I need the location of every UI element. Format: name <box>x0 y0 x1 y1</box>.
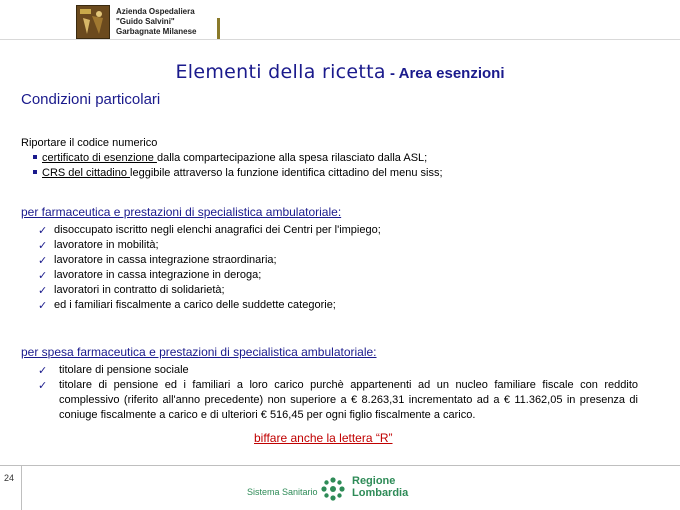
code-source-list <box>33 151 443 181</box>
list-item <box>38 223 381 238</box>
page-number: 24 <box>4 473 15 483</box>
header-accent-bar <box>217 18 220 40</box>
hospital-emblem-icon <box>76 5 110 39</box>
brand-name <box>352 475 408 499</box>
slide-title <box>0 61 680 83</box>
list-item <box>38 363 638 378</box>
check-icon: ✓ <box>38 284 48 297</box>
list-item <box>38 298 381 313</box>
header-divider <box>0 39 680 40</box>
list-item <box>38 268 381 283</box>
list-item <box>33 166 443 181</box>
check-icon: ✓ <box>38 239 48 252</box>
brand-name-line-1: Regione <box>352 475 396 487</box>
list-item-text: disoccupato iscritto negli elenchi anagrafici dei Centri per l'impiego; <box>54 224 381 236</box>
hospital-logo <box>76 5 208 39</box>
eligibility-list-2 <box>38 363 638 423</box>
list-item <box>33 151 443 166</box>
list-item-text: lavoratori in contratto di solidarietà; <box>54 284 225 296</box>
list-item <box>38 378 638 423</box>
slide-title-sub: Area esenzioni <box>398 65 505 82</box>
brand-name-line-2: Lombardia <box>352 487 409 499</box>
rosa-camuna-icon <box>320 476 346 502</box>
list-item <box>38 253 381 268</box>
list-item-text: ed i familiari fiscalmente a carico delle suddette categorie; <box>54 299 336 311</box>
slide-title-main: Elementi della ricetta <box>175 61 386 83</box>
eligibility-list-1 <box>38 223 381 313</box>
hospital-name-line-3: Garbagnate Milanese <box>116 27 197 36</box>
intro-text: Riportare il codice numerico <box>21 137 158 149</box>
list-item-text: titolare di pensione sociale <box>59 364 189 376</box>
square-bullet-icon <box>33 170 37 174</box>
hospital-name <box>116 7 196 37</box>
list-item-text: lavoratore in mobilità; <box>54 239 159 251</box>
section-heading-specialistica: per farmaceutica e prestazioni di specialistica ambulatoriale: <box>21 205 342 219</box>
list-item-text: titolare di pensione ed i familiari a loro carico purchè appartenenti ad un nucleo familiare fiscale con reddito complessivo (riferito all'anno precedente) non superiore a € 8.263,31 incrementato ad a € 11.362,05 in presenza di coniuge fiscalmente a carico e di ulteriori € 516,45 per ogni figlio fiscalmente a carico. <box>59 379 638 421</box>
slide-subtitle: Condizioni particolari <box>21 91 161 108</box>
check-icon: ✓ <box>38 379 48 392</box>
check-icon: ✓ <box>38 224 48 237</box>
check-icon: ✓ <box>38 269 48 282</box>
list-item <box>38 238 381 253</box>
bullet-underlined-text: CRS del cittadino <box>42 167 131 179</box>
hospital-name-line-1: Azienda Ospedaliera <box>116 7 195 16</box>
section-heading-farmaceutica: per spesa farmaceutica e prestazioni di specialistica ambulatoriale: <box>21 345 377 359</box>
check-icon: ✓ <box>38 364 48 377</box>
hospital-name-line-2: "Guido Salvini" <box>116 17 175 26</box>
bullet-text: leggibile attraverso la funzione identifica cittadino del menu siss; <box>130 167 443 179</box>
footnote-instruction: biffare anche la lettera “R” <box>254 431 393 445</box>
footer-divider <box>0 465 680 466</box>
slide-title-separator: - <box>385 65 399 82</box>
list-item <box>38 283 381 298</box>
check-icon: ✓ <box>38 254 48 267</box>
list-item-text: lavoratore in cassa integrazione straordinaria; <box>54 254 277 266</box>
brand-subtitle: Sistema Sanitario <box>247 487 318 497</box>
square-bullet-icon <box>33 155 37 159</box>
bullet-underlined-text: certificato di esenzione <box>42 152 157 164</box>
regione-lombardia-logo <box>247 474 417 504</box>
list-item-text: lavoratore in cassa integrazione in deroga; <box>54 269 262 281</box>
check-icon: ✓ <box>38 299 48 312</box>
bullet-text: dalla compartecipazione alla spesa rilasciato dalla ASL; <box>156 152 428 164</box>
